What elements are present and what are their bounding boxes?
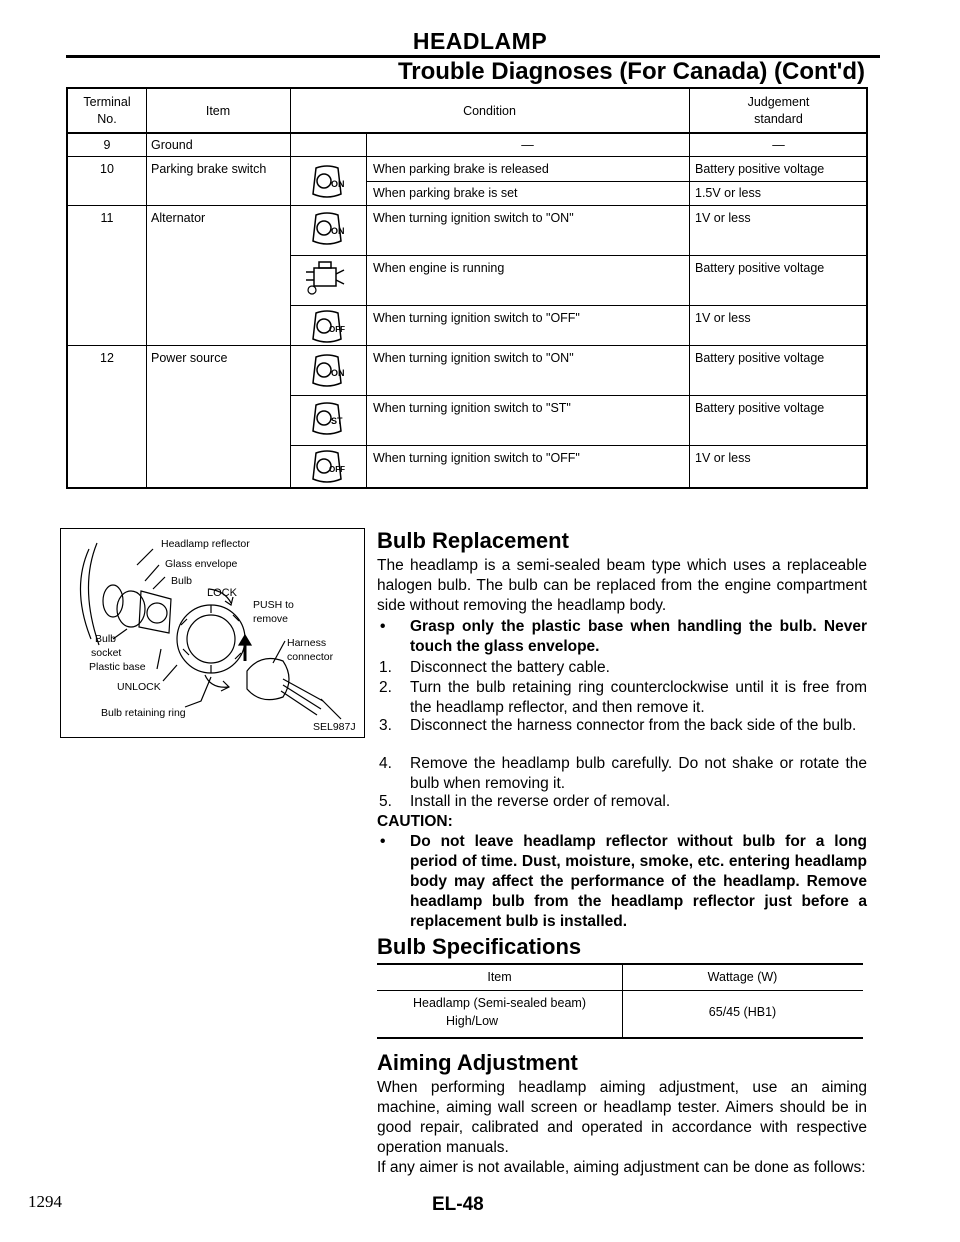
spec-col-item: Item — [487, 970, 512, 984]
judgement-text: Battery positive voltage — [695, 261, 825, 275]
warning-text: Grasp only the plastic base when handling the bulb. Never touch the glass envelope. — [410, 618, 867, 655]
bullet: • — [380, 833, 386, 850]
svg-text:ON: ON — [331, 368, 345, 378]
condition-text: When parking brake is set — [373, 186, 518, 200]
condition-text: — — [521, 138, 534, 152]
aiming-paragraph-2: If any aimer is not available, aiming adjustment can be done as follows: — [377, 1159, 866, 1176]
condition-text: When engine is running — [373, 261, 505, 275]
ignition-on-icon — [309, 353, 345, 389]
label-push-to: PUSH to — [253, 599, 294, 611]
label-bulb-socket-2: socket — [91, 647, 122, 659]
diagnosis-table — [66, 87, 868, 489]
step-number: 2. — [379, 679, 392, 696]
step-number: 3. — [379, 717, 392, 734]
page-code: EL-48 — [432, 1194, 484, 1215]
caution-text: Do not leave headlamp reflector without bulb for a long period of time. Dust, moisture, smoke, etc. entering headlamp body may affect the performance of the headlamp. Remove headlamp bulb from the headlamp reflector just before a replacement bulb is installed. — [410, 833, 867, 930]
ignition-on-icon — [309, 211, 345, 247]
bulb-replacement-intro: The headlamp is a semi-sealed beam type which uses a replaceable halogen bulb. The bulb can be replaced from the engine compartment side without removing the headlamp body. — [377, 557, 867, 614]
step-number: 1. — [379, 659, 392, 676]
header-item: Item — [205, 104, 231, 118]
bulb-specs-heading: Bulb Specifications — [377, 934, 582, 959]
svg-text:ST: ST — [331, 416, 343, 426]
label-harness: Harness — [287, 637, 327, 649]
label-plastic-base: Plastic base — [89, 661, 146, 673]
condition-text: When parking brake is released — [373, 162, 549, 176]
svg-text:OFF: OFF — [329, 465, 345, 474]
item-name: Power source — [151, 351, 228, 365]
label-bulb-retaining-ring: Bulb retaining ring — [101, 707, 186, 719]
ignition-off-icon — [309, 449, 345, 485]
label-connector: connector — [287, 651, 334, 663]
spec-wattage-value: 65/45 (HB1) — [708, 1005, 777, 1019]
figure-code: SEL987J — [313, 721, 356, 733]
aiming-heading: Aiming Adjustment — [377, 1050, 578, 1075]
label-remove: remove — [253, 613, 289, 625]
bulb-replacement-diagram — [60, 528, 365, 738]
label-bulb: Bulb — [171, 575, 193, 587]
step-text: Remove the headlamp bulb carefully. Do not shake or rotate the bulb when removing it. — [410, 755, 867, 792]
label-headlamp-reflector: Headlamp reflector — [161, 538, 250, 550]
judgement-text: 1V or less — [695, 311, 751, 325]
header-condition: Condition — [463, 104, 516, 118]
label-glass-envelope: Glass envelope — [165, 558, 238, 570]
header-terminal: Terminal No. — [83, 95, 131, 126]
engine-running-icon — [304, 260, 346, 296]
judgement-text: 1V or less — [695, 451, 751, 465]
step-number: 5. — [379, 793, 392, 810]
page-title: HEADLAMP — [412, 28, 548, 54]
bulb-replacement-heading: Bulb Replacement — [377, 528, 569, 553]
ignition-start-icon — [309, 401, 345, 437]
terminal-number: 12 — [100, 351, 114, 365]
judgement-text: Battery positive voltage — [695, 162, 825, 176]
terminal-number: 10 — [100, 162, 114, 176]
step-text: Disconnect the harness connector from the back side of the bulb. — [410, 717, 857, 734]
condition-text: When turning ignition switch to "OFF" — [373, 451, 580, 465]
judgement-text: Battery positive voltage — [695, 401, 825, 415]
terminal-number: 9 — [103, 138, 111, 152]
label-bulb-socket-1: Bulb — [95, 633, 117, 645]
terminal-number: 11 — [100, 211, 114, 225]
judgement-text: — — [772, 138, 785, 152]
caution-label: CAUTION: — [377, 813, 453, 830]
bulb-specs-table — [377, 963, 863, 1039]
svg-text:ON: ON — [331, 179, 345, 189]
step-text: Install in the reverse order of removal. — [410, 793, 671, 810]
svg-text:ON: ON — [331, 226, 345, 236]
item-name: Parking brake switch — [151, 162, 267, 176]
condition-text: When turning ignition switch to "ON" — [373, 211, 574, 225]
label-lock: LOCK — [207, 587, 237, 599]
step-text: Disconnect the battery cable. — [410, 659, 610, 676]
condition-text: When turning ignition switch to "ST" — [373, 401, 571, 415]
item-name: Alternator — [151, 211, 206, 225]
ignition-off-icon — [309, 309, 345, 345]
bullet: • — [380, 618, 386, 635]
page-subtitle: Trouble Diagnoses (For Canada) (Cont'd) — [397, 58, 865, 85]
item-name: Ground — [151, 138, 193, 152]
judgement-text: 1V or less — [695, 211, 751, 225]
header-judgement: Judgement standard — [747, 95, 810, 126]
label-unlock: UNLOCK — [117, 681, 161, 693]
ignition-on-icon — [309, 164, 345, 200]
page-number: 1294 — [28, 1192, 62, 1211]
aiming-paragraph-1: When performing headlamp aiming adjustment, use an aiming machine, aiming wall screen or headlamp tester. Aimers should be in good repair, calibrated and operated in accordance with respective operation manuals. — [377, 1079, 867, 1156]
spec-col-wattage: Wattage (W) — [707, 970, 778, 984]
spec-item-line-2: High/Low — [445, 1014, 499, 1028]
spec-item-line-1: Headlamp (Semi-sealed beam) — [413, 996, 586, 1010]
judgement-text: 1.5V or less — [695, 186, 762, 200]
svg-text:OFF: OFF — [329, 325, 345, 334]
judgement-text: Battery positive voltage — [695, 351, 825, 365]
condition-text: When turning ignition switch to "OFF" — [373, 311, 580, 325]
condition-text: When turning ignition switch to "ON" — [373, 351, 574, 365]
step-number: 4. — [379, 755, 392, 772]
step-text: Turn the bulb retaining ring counterclockwise until it is free from the headlamp reflector, and then remove it. — [410, 679, 867, 716]
